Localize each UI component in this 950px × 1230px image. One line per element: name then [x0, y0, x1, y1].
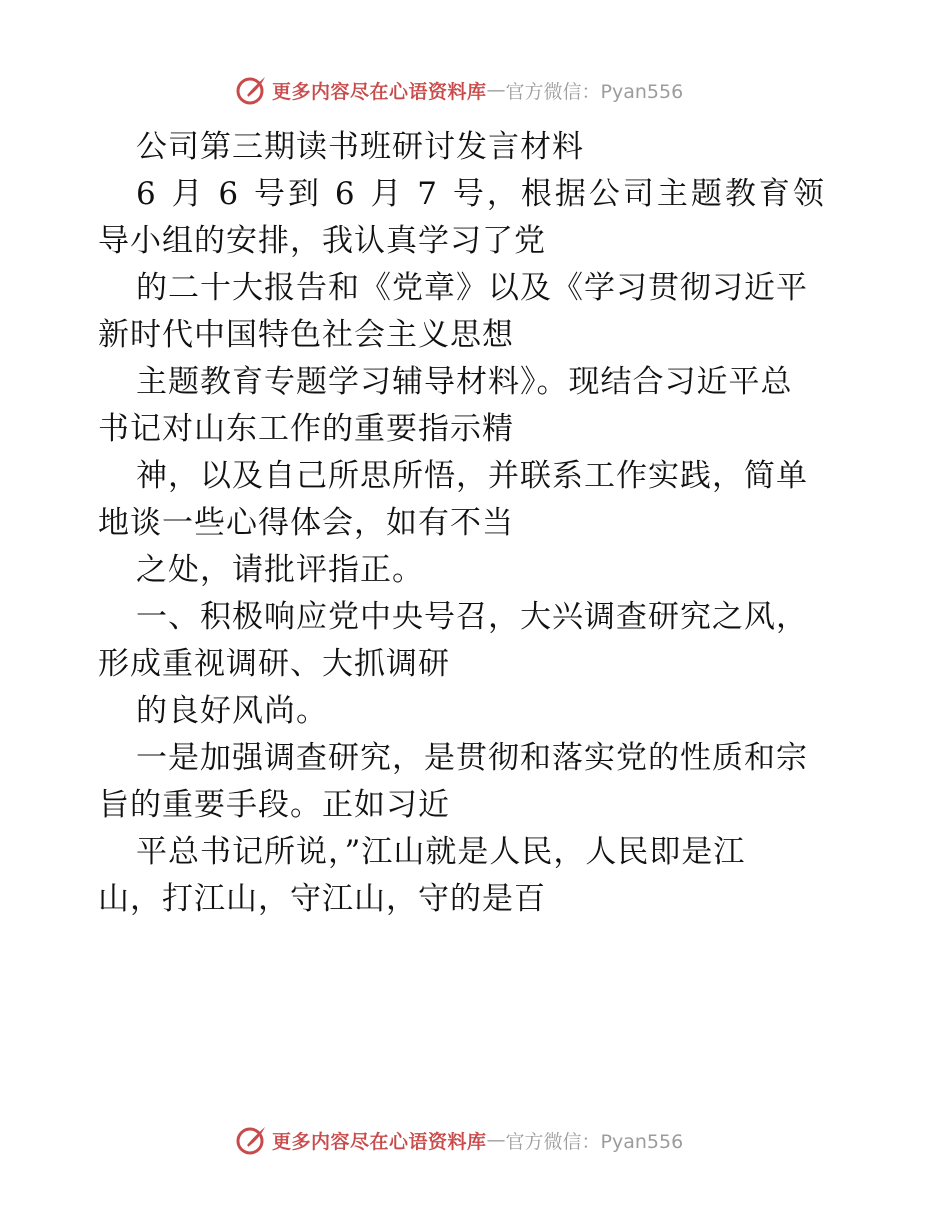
- section-heading: 一、积极响应党中央号召，大兴调查研究之风，: [136, 599, 808, 635]
- paragraph-line: 山，打江山，守江山，守的是百: [98, 881, 546, 917]
- watermark-brand: 更多内容尽在心语资料库: [272, 80, 487, 103]
- document-body: [98, 124, 858, 923]
- watermark-dash: —: [486, 79, 506, 101]
- quill-pen-logo-icon: [234, 73, 268, 107]
- section-heading-continued: 的良好风尚。: [136, 693, 328, 729]
- paragraph-line: 平总书记所说，”江山就是人民，人民即是江: [136, 834, 746, 870]
- quill-pen-logo-icon: [234, 1123, 268, 1157]
- paragraph-line: 主题教育专题学习辅导材料》。现结合习近平总: [136, 364, 793, 400]
- paragraph-line: 旨的重要手段。正如习近: [98, 787, 450, 823]
- paragraph-line: 一是加强调查研究，是贯彻和落实党的性质和宗: [136, 740, 808, 776]
- header-watermark: [234, 72, 683, 108]
- watermark-dash: —: [486, 1129, 506, 1151]
- paragraph-line: 导小组的安排，我认真学习了党: [98, 223, 546, 259]
- watermark-brand: 更多内容尽在心语资料库: [272, 1130, 487, 1153]
- section-heading-continued: 形成重视调研、大抓调研: [98, 646, 450, 682]
- paragraph-line: 书记对山东工作的重要指示精: [98, 411, 514, 447]
- watermark-official-account: 官方微信：Pyan556: [505, 1130, 684, 1153]
- document-title: 公司第三期读书班研讨发言材料: [136, 129, 584, 165]
- paragraph-line: 6 月 6 号到 6 月 7 号，根据公司主题教育领: [136, 176, 827, 212]
- paragraph-line: 的二十大报告和《党章》以及《学习贯彻习近平: [136, 270, 808, 306]
- paragraph-line: 之处，请批评指正。: [136, 552, 424, 588]
- paragraph-line: 神，以及自己所思所悟，并联系工作实践，简单: [136, 458, 808, 494]
- footer-watermark: [234, 1122, 683, 1158]
- paragraph-line: 新时代中国特色社会主义思想: [98, 317, 514, 353]
- paragraph-line: 地谈一些心得体会，如有不当: [98, 505, 514, 541]
- watermark-official-account: 官方微信：Pyan556: [505, 80, 684, 103]
